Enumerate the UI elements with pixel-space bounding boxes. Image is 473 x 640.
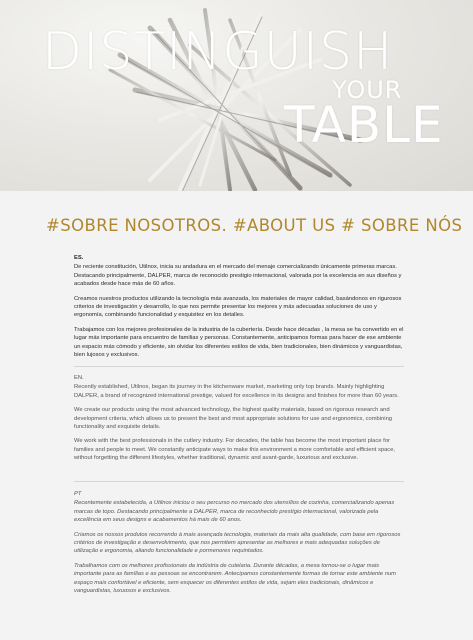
- portuguese-section: [74, 490, 404, 601]
- about-us-heading: #SOBRE NOSOTROS. #ABOUT US # SOBRE NÓS: [46, 216, 463, 235]
- spanish-label: ES.: [74, 255, 84, 261]
- spanish-paragraph-2: Creamos nuestros productos utilizando la tecnología más avanzada, los materiales de mayor calidad, basándonos en rigurosos criterios de investigación y desarrollo, lo que nos permite presentar los mejores y más adecuadas soluciones de uso y ergonomía, combinando funcionalidad y exquisitez en los detalles.: [74, 295, 402, 319]
- spanish-paragraph-3: Trabajamos con los mejores profesionales de la industria de la cubertería. Desde hace décadas , la mesa se ha convertido en el lugar más importante para encuentro de familias y personas. Constantemente, anticipamos formas para hacer de ese ambiente un espacio más cómodo y eficiente, sin olvidar los diferentes estilos de vida, bien tradicionales, bien dinámicos y vanguardistas, bien lujosos y exclusivos.: [74, 326, 404, 359]
- hero-title-distinguish: DISTINGUISH: [42, 22, 394, 82]
- english-label: EN.: [74, 375, 84, 381]
- portuguese-paragraph-2: Criamos os nossos produtos recorrendo à mais avançada tecnologia, materiais da mais alta qualidade, com base em rigorosos critérios de investigação e desenvolvimento, que nos permitem apresentar as melhores e mais adequadas soluções de utilização e ergonomia, aliando funcionalidade e pormenores requintados.: [74, 531, 401, 555]
- portuguese-paragraph-3: Trabalhamos com os melhores profissionais da indústria de cutelaria. Durante décadas, a mesa tornou-se o lugar mais importante para as famílias e as pessoas se encontrarem. Antecipamos constantemente formas de tornar este ambiente num espaço mais confortável e eficiente, sem esquecer os diferentes estilos de vida, sejam eles tradicionais, dinâmicos e vanguardistas, luxuosos e exclusivos.: [74, 562, 396, 595]
- spanish-section: [74, 254, 404, 365]
- spanish-paragraph-1: De reciente constitución, Utilnox, inicia su andadura en el mercado del menaje comercializando únicamente primeras marcas. Destacando principalmente, DALPER, marca de reconocido prestigio internacional, valorada por la excelencia en sus diseños y acabados desde hace más de 60 años.: [74, 264, 402, 288]
- portuguese-paragraph-1: Recentemente estabelecida, a Utilnox iniciou o seu percurso no mercado dos utensílios de cozinha, comercializando apenas marcas de topo. Destacando principalmente a DALPER, marca de reconhecido prestígio internacional, valorizada pela excelência em seus designs e acabamentos há mais de 60 anos.: [74, 500, 395, 524]
- english-section: [74, 374, 404, 469]
- hero-title-your: YOUR: [332, 76, 403, 104]
- section-divider: [74, 366, 404, 367]
- section-divider: [74, 481, 404, 482]
- english-paragraph-1: Recently established, Utilnox, began its journey in the kitchenware market, marketing only top brands. Mainly highlighting DALPER, a brand of recognized international prestige, valued for excellence in its designs and finishes for more than 60 years.: [74, 384, 399, 399]
- portuguese-label: PT: [74, 491, 82, 497]
- english-paragraph-2: We create our products using the most advanced technology, the highest quality materials, based on rigorous research and development criteria, which allows us to present the best and most appropriate solutions for use and ergonomics, combining functionality and exquisite details.: [74, 407, 393, 431]
- hero-title-table: TABLE: [284, 96, 444, 154]
- english-paragraph-3: We work with the best professionals in the cutlery industry. For decades, the table has become the most important place for families and people to meet. We constantly anticipate ways to make this environment a more comfortable and efficient space, without forgetting the different lifestyles, whether traditional, dynamic and avant-garde, luxurious and exclusive.: [74, 438, 396, 462]
- hero-cutlery-photo: [0, 0, 473, 191]
